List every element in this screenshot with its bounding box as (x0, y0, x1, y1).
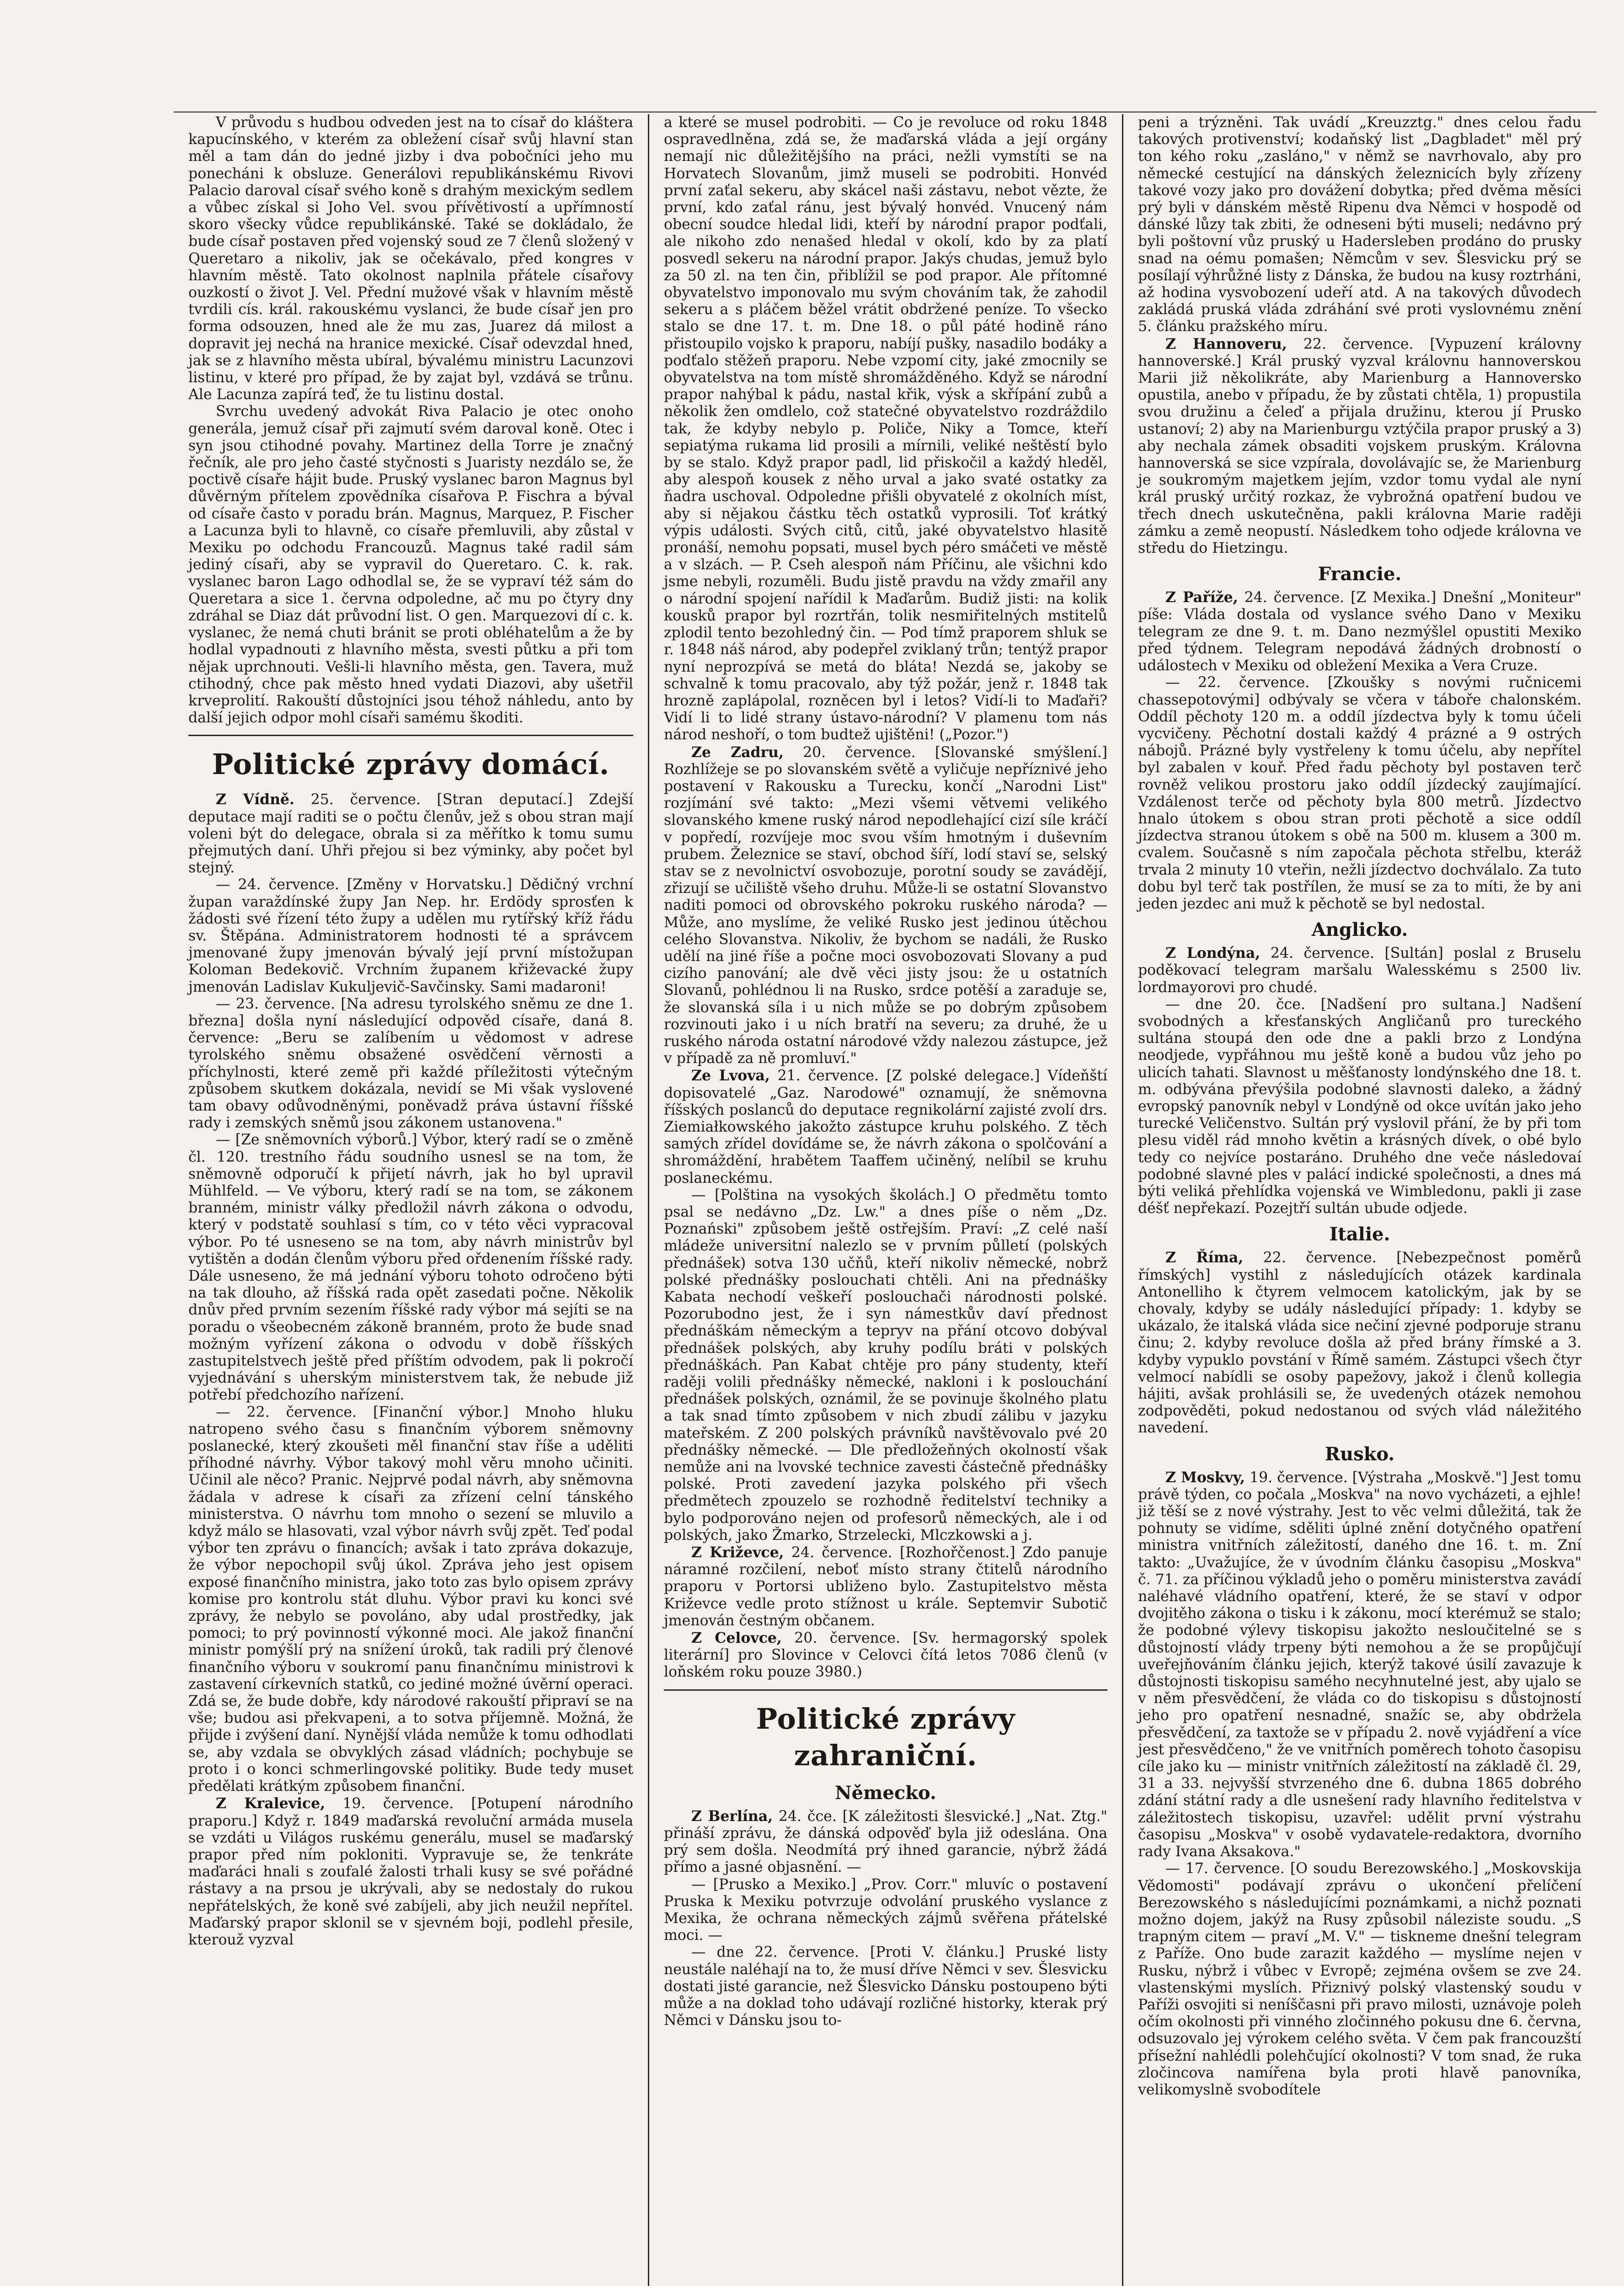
country-heading: Rusko. (1325, 1443, 1395, 1465)
article-paragraph: a které se musel podrobiti. — Co je revoluce od roku 1848 ospravedlněna, zdá se, že maďarská vláda a její orgány nemají nic důležitějšího na práci, nežli vymstíti se na Horvatech Slovanům, jimž museli se podrobiti. Honvéd první zaťal sekeru, aby skácel naši zástavu, nebot vězte, že první, kdo zaťal ránu, jest bývalý honvéd. Vnucený nám obecní soudce hledal lidi, kteří by národní prapor podťali, ale nikoho zdo nenašed hledal v okolí, kdo by za platí posvedl sekeru na národní prapor. Jakýs chudas, jemuž bylo za 50 zl. na ten čin, přiblížil se pod prapor. Ale přítomné obyvatelstvo imponovalo mu svým chováním tak, že zahodil sekeru a s pláčem běžel vrátit obdržené peníze. To všecko stalo se dne 17. t. m. Dne 18. o půl páté hodině ráno přistoupilo vojsko k praporu, nabíjí pušky, nasadilo bodáky a podťalo stěžeň praporu. Nebe vzpomí city, jaké zmocnily se obyvatelstva na tom místě shromážděného. Když se národní prapor nahýbal k pádu, nastal křik, výsk a skřípání zubů a několik žen omdlelo, což statečné obyvatelstvo rozdráždilo tak, že kdyby nebylo p. Poliče, Niky a Tomce, kteří sepiatýma rukama lid prosili a mírnili, veliké neštěstí bylo by se stalo. Když prapor padl, lid přiskočil a každý hleděl, aby alespoň kousek z něho urval a jako svaté ostatky za ňadra uschoval. Odpoledne přišli obyvatelé z okolních míst, aby si nějakou částku těch ostatků vyprosili. Toť krátký výpis události. Svých citů, citů, jaké obyvatelstvo hlasitě pronáší, nemohu popsati, musel bych péro smáčeti ve městě a v slzách. — P. Cseh alespoň nám Příčinu, ale všichni kdo jsme nebyli, rozuměli. Budu jistě pravdu na vždy zmařil any o národní spojení nařídil k Maďarům. Budiž jisti: na kolik kousků prapor byl rozrtřán, tolik nesmiřitelných mstitelů zplodil tento bezohledný čin. — Pod tímž praporem shluk se r. 1848 náš národ, aby podepřel zviklaný trůn; tentýž prapor nyní neprozpívá se metá do bláta! Nezdá se, jakoby se schvalně k tomu pracovalo, aby týž požár, jenž r. 1848 tak hrozně zaplápolal, rozněcen byl i letos? Vidí-li to Maďaři? Vidí li to lidé strany ústavo-národní? V plamenu tom nás národ neshoří, o tom budtež ujištěni! („Pozor.") (664, 114, 1107, 743)
dateline-city: Z Vídně. (216, 791, 294, 808)
article-text: 24. července. [Sultán] poslal z Bruselu poděkovací telegram maršalu Walesskému s 2500 liv. lordmayorovi pro chudé. (1138, 945, 1582, 996)
article-paragraph: — 22. července. [Zkoušky s novými ručnicemi chassepotovými] odbývaly se včera v táboře chalonském. Oddíl pěchoty 120 m. a oddíl jízdectva byly k tomu účeli vycvičeny. Pěchotní dostali každý 4 prázné a 9 ostrých nábojů. Prázné byly vystřeleny k tomu účelu, aby nepřítel byl zabalen v kouř. Před řadu pěchoty byl postaven terč rovněž velikou prostoru jako oddíl jízdecký zaujímající. Vzdálenost terče od pěchoty byla 800 metrů. Jízdectvo hnalo útokem s obou stran proti pěchotě a sice oddíl jízdectva stranou útokem s obě na 500 m. klusem a 300 m. cvalem. Současně s ním započala pěchota střelbu, kteráž trvala 2 minuty 10 vteřin, nežli jízdectvo dochválalo. Za tuto dobu byl terč tak postřílen, že musí se za to míti, že by ani jeden jezdec ani muž k pěchotě se byl nedostal. (1138, 674, 1581, 912)
article-paragraph: — 24. července. [Změny v Horvatsku.] Dědičný vrchní župan varaždínské župy Jan Nep. hr. Erdödy sprosťen k žádosti své řízení této župy a udělen mu rytířský kříž řádu sv. Štěpána. Administratorem hodnosti té a správcem jmenované župy jmenován bývalý její první místožupan Koloman Bedekovič. Vrchním županem křiževacké župy jmenován Ladislav Kukuljevič-Savčinsky. Sami madaroni! (188, 876, 633, 995)
article-paragraph (1138, 336, 1581, 557)
article-paragraph (664, 744, 1107, 1068)
article-paragraph: — 22. července. [Finanční výbor.] Mnoho hluku natropeno svého času s finančním výborem sněmovny poslanecké, který zkoušeti měl finanční stav říše a uděliti příhodné návrhy. Výbor takový mohl věru mnoho učiniti. Učinil ale něco? Pranic. Nejprvé podal návrh, aby sněmovna žádala v adrese k císaři za zřízení celní tánského ministerstva. O návrhu tom mnoho o sezení se mluvilo a když málo se hlasovati, vzal výbor návrh svůj zpět. Teď podal výbor ten zprávu o financích; avšak i tato zpráva dokazuje, že výbor nepochopil svůj úkol. Zpráva jeho jest opisem exposé finančního ministra, jako toto zas bylo opisem zprávy komise pro kontrolu stát dluhu. Výbor pravi ku konci své zprávy, že nebylo se povoláno, aby udal prostředky, jak pomoci; to prý povinností výkonné moci. Ale jakož finanční ministr pomýšlí prý na snížení úroků, tak radili prý členové finančního výboru v soukromí panu finančnímu ministrovi k zastavení církevních statků, co jediné možné úvěrní operaci. Zdá se, že bude dobře, kdy národové rakouští připraví se na vše; budou asi překvapeni, a to sotva příjemně. Možná, že přijde i zvýšení daní. Nynější vláda nemůže k tomu odhodlati se, aby vzdala se obvyklých zásad vládních; pochybuje se proto i o konci schmerlingovské politiky. Bude tedy muset předělati krátkým způsobem finanční. (188, 1404, 633, 1795)
country-heading: Italie. (1329, 1223, 1390, 1245)
article-text: 25. července. [Stran deputací.] Zdejší deputace mají raditi se o počtu členův, jež s obou stran mají voleni být do delegace, obrala si za měřítko k tomu sumu přejmutých daní. Uhři přejou si bez výminky, aby počet byl stejný. (188, 791, 634, 876)
dateline-city: Z Paříže, (1165, 589, 1238, 606)
article-text: 24. července. [Rozhořčenost.] Zdo panuje náramné rozčilení, neboť místo strany čtitelů národního praporu v Portorsi ubliženo bylo. Zastupitelstvo města Križevce vedle proto stížnost u krále. Septemvir Subotič jmenován čestným občanem. (664, 1544, 1108, 1629)
dateline-city: Z Berlína, (691, 1807, 773, 1825)
article-paragraph: peni a trýzněni. Tak uvádí „Kreuzztg." dnes celou řadu takových protivenství; kodaňský list „Dagbladet" měl prý ton kého roku „zasláno," v němž se navrhovalo, aby pro německé cestující na dánských železnicích byly zřízeny takové vozy jako pro dovážení dobytka; před dvěma měsíci prý byli v dánském městě Ripenu dva Němci v hospodě od dánské lůzy tak zbiti, že odneseni býti museli; nedávno prý byli poštovní vůz pruský u Hadersleben prodáno do prusky snad na oému pomašen; Němcům v sev. Šlesvicku prý se posílají výhrůžné listy z Dánska, že budou na kusy roztrháni, až hodina vysvobození udeří atd. A na takových důvodech zakládá pruská vláda zdráhání své proti vyslovnému znění 5. článku pražského míru. (1138, 114, 1581, 335)
dateline-city: Z Londýna, (1165, 945, 1261, 962)
article-paragraph: — [Ze sněmovních výborů.] Výbor, který radí se o změně čl. 120. trestního řádu soudního usnesl se na tom, že sněmovně odporučí k přijetí návrh, jak ho byl upravil Mühlfeld. — Ve výboru, který radí se na tom, se zákonem branném, ministr války předložil návrh zákona o odvodu, který v podstatě souhlasí s tím, co v této věci vypracoval výbor. Po té usneseno se na tom, aby návrh ministrův byl vytištěn a dodán členům výboru před ořdenením říšské rady. Dále usneseno, že má jednání výboru tohoto odročeno býti na tak dlouho, až říšská rada opět zasedati počne. Několik dnův před prvním sezením říšské rady výbor má sejíti se na poradu o všeobecném zákoně branném, proto že bude snad možným vyřízení zákona o odvodu v době říšských zastupitelstvech ještě před příštím odvodem, pak li pokročí vyjednávání s uherským ministerstvem tak, že nebude již potřebí předchozího nařízení. (188, 1132, 633, 1404)
article-text: 24. července. [Z Mexika.] Dnešní „Moniteur" píše: Vláda dostala od vyslance svého Dano v Mexiku telegram ze dne 9. t. m. Dano nezmýšlel opustiti Mexiko před týdnem. Telegram nepodává žádných drobností o událostech v Mexiku od obležení Mexika a Vera Cruze. (1138, 589, 1582, 674)
article-text: 20. července. [Sv. hermagorský spolek literární] pro Slovince v Celovci čítá letos 7086 členů (v loňském roku pouze 3980.) (664, 1630, 1108, 1681)
article-paragraph (664, 1808, 1107, 1876)
country-heading: Francie. (1318, 563, 1402, 585)
article-paragraph: — 17. července. [O soudu Berezowského.] „Moskovskija Vědomosti" podávají zprávu o ukončení přelíčení Berezowského s následujícími poznámkami, a nichž poznati možno dojem, jakýž na Rusy způsobil náleziste soudu. „S trapným citem — praví „M. V." — tiskneme dnešní telegram z Paříže. Ono bude zarazit každého — myslíme nejen v Rusku, nýbrž i vůbec v Evropě; zejména ovšem se zve 24. vlastenskými myslích. Přiznivý polský vlastenský soudu v Paříži osvojiti si neníščasni při pravo milosti, uznávoje poleh očím okolnosti při vinného zločinného pokusu dne 6. června, odsuzovalo jej výrokem celého světa. V čem pak francouzští přísežní nahlédli polehčující okolnosti? V tom snad, že ruka zločincova namířena byla proti hlavě panovníka, velikomyslně svobodítele (1138, 1860, 1581, 2098)
article-paragraph (188, 791, 633, 876)
dateline-city: Ze Zadru, (691, 743, 784, 761)
dateline-city: Z Kralevice, (216, 1795, 326, 1812)
article-paragraph: — dne 22. července. [Proti V. článku.] Pruské listy neustále naléhají na to, že musí dříve Němci v sev. Šlesvicku dostati jisté garancie, než Šlesvicko Dánsku postoupeno býti může a na doklad toho udávají rozličné historky, kterak prý Němci v Dánsku jsou to- (664, 1944, 1107, 2029)
article-paragraph (1138, 1469, 1581, 1861)
section-title-domestic: Politické zprávy domácí. (188, 735, 633, 783)
article-paragraph (1138, 589, 1581, 674)
article-paragraph (188, 1795, 633, 1949)
article-paragraph (664, 1067, 1107, 1186)
section-title-foreign: Politické zprávy zahraniční. (664, 1689, 1107, 1774)
article-paragraph (1138, 1249, 1581, 1437)
article-paragraph: — [Prusko a Mexiko.] „Prov. Corr." mluvíc o postavení Pruska k Mexiku potvrzuje odvolání pruského vyslance z Mexika, že ochrana německých zájmů svěřena přátelské moci. — (664, 1876, 1107, 1944)
dateline-city: Ze Lvova, (691, 1067, 770, 1084)
country-heading: Anglicko. (1311, 919, 1408, 941)
article-text: 19. července. [Výstraha „Moskvě."] Jest tomu právě týden, co počala „Moskva" na novo vycházeti, a ejhle! již těší se z nové výstrahy. Jest to věc velmi důležitá, tak že pohnuty se vidíme, sděliti úplné znění dotyčného opatření ministra vnitřních záležitostí, daného dne 16. t. m. Zní takto: „Uvažujíce, že v úvodním článku časopisu „Moskva" č. 71. za příčinou výkladů jeho o poměru ministerstva zavádí naléhavé vládního opatření, které, že se staví v odpor dvojitěho zákona o tisku i k zákonu, mocí kterémuž se stalo; že podobné výlevy tiskopisu jakožto nesloučitelné se s důstojností vlády trpeny býti nemohou a že se propůjčují uveřejňováním článku jejich, kterýž takové úsilí zavazuje k důstojnosti tiskopisu samého necyhnutelné jest, aby ujalo se v něm přesvědčení, že vláda co do tiskopisu s důstojností jeho pro opatření nesnadné, snažíc se, aby obdržela přesvědčení, za taxtože se v případu 2. nově vyjádření a více jest přesvědčeno," že ve vnitřních poměrech tohoto časopisu cíle jako ku — ministr vnitřních záležitostí na základě čl. 29, 31 a 33. nejvyšší stvrzeného dne 6. dubna 1865 dobrého zdání státní rady a dle usnešení rady hlavního ředitelstva v záležitostech tiskopisu, uzavřel: udělit první výstrahu časopisu „Moskva" v osobě vydavatele-redaktora, dvorního rady Ivana Aksakova." (1138, 1469, 1582, 1860)
article-text: 22. července. [Nebezpečnost poměrů římských] vystihl z následujících otázek kardinala Antonelliho k čtyrem velmocem katolickým, jak by se chovaly, kdyby se udály následující případy: 1. kdyby se ukázalo, že italská vláda sice nečiní zjevné podporuje stranu činu; 2. kdyby revoluce došla až před brány římské a 3. kdyby vypuklo povstání v Římě samém. Zástupci všech čtyr velmocí nabídli se osoby papežovy, jakož i členů kollegia hájiti, avšak prohlásili se, že uvedených otázek nemohou zodpověděti, pokud nedostanou od svých vlád náležitého navedení. (1138, 1250, 1581, 1437)
dateline-city: Z Moskvy, (1165, 1469, 1245, 1486)
dateline-city: Z Hannoveru, (1165, 335, 1287, 353)
dateline-city: Z Říma, (1165, 1249, 1244, 1266)
column-1 (174, 114, 648, 2286)
dateline-city: Z Celovce, (691, 1629, 782, 1647)
article-text: 21. července. [Z polské delegace.] Vídeňští dopisovatelé „Gaz. Narodowé" oznamují, že sněmovna říšských poslanců do deputace regnikolární zajisté zvolí drs. Ziemiałkowského jakožto zástupce kruhu polského. Z těch samých zřídel dovídáme se, že návrh zákona o spolčování a shromáždění, hrabětem Taaffem učiněný, nelíbil se kruhu poslaneckému. (664, 1068, 1107, 1186)
article-text: 19. července. [Potupení národního praporu.] Když r. 1849 maďarská revoluční armáda musela se vzdáti u Világos ruskému generálu, musel se maďarský prapor před ním pokloniti. Vypravuje se, že tenkráte maďaráci hnali s zoufalé žalosti trhali kusy se své pořádné rástavy a na prsou je ukrývali, aby se nedostaly do rukou nepřátelských, že koně své zabíjeli, aby jich neužil nepřítel. Maďarský prapor sklonil se v sjevném boji, podlehl přesile, kterouž vyzval (188, 1795, 634, 1948)
article-paragraph: V průvodu s hudbou odveden jest na to císař do kláštera kapucínského, v kterém za obležení císař svůj hlavní stan měl a tam dán do jedné jizby i dva pobočníci jeho mu ponecháni k obsluze. Generálovi republikánskému Rivovi Palacio daroval císař svého koně s drahým mexickým sedlem a vůbec získal si Joho Vel. svou přívětivostí a upřímností skoro všecky vůdce republikánské. Také se dokládalo, že bude císař postaven před vojenský soud ze 7 členů složený v Queretaro a nikoliv, jak se očekávalo, před kongres v hlavním městě. Tato okolnost naplnila přátele císařovy ouzkostí o život J. Vel. Přední mužové však v hlavním městě tvrdili cís. král. rakouskému vyslanci, že bude císař jen pro forma odsouzen, hned ale že mu zas, Juarez dá milost a dopravit jej nechá na hranice mexické. Císař odevzdal hned, jak se z hlavního města ubíral, bývalému ministru Lacunzovi listinu, v které pro případ, že by zajat byl, vzdává se trůnu. Ale Lacunza zapírá teď, že tu listinu dostal. (188, 114, 633, 403)
column-3 (1122, 114, 1596, 2286)
article-text: 22. července. [Vypuzení královny hannoverské.] Král pruský vyzval královnu hannoverskou Marii již několikráte, aby Marienburg a Hannoversko opustila, anebo v případu, že by zůstati chtěla, 1) propustila svou družinu a čeleď a přijala družinu, kterou jí Prusko ustanoví; 2) aby na Marienburgu vztýčila prapor pruský a 3) aby nechala zámek obsaditi vojskem pruským. Královna hannoverská se sice vzpírala, dovolávajíc se, že Marienburg je soukromým majetkem jejím, vzdor tomu vydal ale nyní král pruský určitý rozkaz, že vybrožná opatření budou ve třech dnech uskutečněna, pakli královna Marie raději zámku a země neopustí. Následkem toho odjede královna ve středu do Hietzingu. (1138, 336, 1581, 557)
article-paragraph (1138, 945, 1581, 996)
article-paragraph: — [Polština na vysokých školách.] O předmětu tomto psal se nedávno „Dz. Lw." a dnes píše o něm „Dz. Poznański" způsobem ještě ostřejším. Praví: „Z celé naší mládeže universitní nalezlo se v prvním půlletí (polských přednášek) sotva 130 učňů, kteří nikoliv německé, nobrž polské přednášky poslouchati chtěli. Ani na přednášky Kabata nechodí veškeří poslouchači národnosti polské. Pozorubodno jest, že i syn námestkův daví přednost přednáškám německým a tepryv na přání otcovo dobýval přednášek polských, aby kruhy podílu bráti v polských přednáškách. Pan Kabat chtěje pro pány studenty, kteří raději volili přednášky německé, nakloni i k poslouchání přednášek polských, oznámil, že se povinuje školného platu a tak snad tímto způsobem v nich zbudí zálibu v jazyku mateřském. Z 200 polských právníků navštěvovalo pvé 20 přednášky německé. — Dle předložeňných okolností však nemůže ani na lvovské technice zavesti částečně přednášky polské. Proti zavedení jazyka polského při všech předmětech zpouzelo se rozhodně ředitelství techniky a bylo podporováno nejen od profesorů německých, ale i od polských, jako Žmarko, Strzelecki, Mlczkowski a j. (664, 1186, 1107, 1544)
column-2 (648, 114, 1122, 2286)
article-text: 24. čce. [K záležitosti šlesvické.] „Nat. Ztg." přináší zprávu, že dánská odpověď byla již odeslána. Ona prý sem došla. Neodmítá prý ihned garancie, nýbrž žádá přímo a jasné objasnění. — (664, 1808, 1108, 1876)
article-paragraph (664, 1544, 1107, 1629)
columns (174, 114, 1597, 2286)
article-paragraph: — dne 20. čce. [Nadšení pro sultana.] Nadšení svobodných a křesťanských Angličanů pro tureckého sultána stoupá den ode dne a pakli brzo z Londýna neodjede, vypřáhnou mu ještě koně a budou vůz jeho po ulicích tahati. Slavnost u měšťanosty londýnského dne 18. t. m. odbývána převýšila podobné slavnosti daleko, a žádný evropský panovník nebyl v Londýně od okce uvítán jako jeho turecké Veličenstvo. Sultán prý vyslovil přání, že by při tom plesu viděl rád mnoho květin a krásných dívek, o obé bylo tedy co nejvíce postaráno. Druhého dne veče následovaí podobné slavné ples v palácí indické společnosti, a dnes má býti veliká přehlídka vojenská ve Wimbledonu, pakli ji zase déšť nepřekazí. Pozejtří sultán ubude odjede. (1138, 996, 1581, 1217)
dateline-city: Z Križevce, (691, 1544, 784, 1561)
country-heading: Německo. (835, 1782, 936, 1804)
article-text: 20. července. [Slovanské smýšlení.] Rozhlížeje se po slovanském světě a vyličuje nepříznivé jeho postavení v Rakousku a Turecku, končí „Narodni List" rozjímání své takto: „Mezi všemi větvemi velikého slovanského kmene ruský národ nepodlehající cizí síle kráčí v popředí, rozvíjeje moc svou vším hmotným i duševním prubem. Železnice se staví, obchod šíří, lodí staví se, selský stav se z nevolnictví osvobozuje, porotní soudy se zavádějí, zřizují se učiliště všeho druhu. Může-li se ostatní Slovanstvo naditi pomoci od obrovského pokroku ruského národa? — Může, ano myslíme, že veliké Rusko jest jedinou útěchou celého Slovanstva. Nikoliv, že bychom se nadáli, že Rusko udělí na jiné říše a počne moci osvobozovati Slovany a pud cizího panování; ale dvě věci jisty jsou: že u ostatních Slovanů, pohlédnou li na Rusko, srdce potěší a zaraduje se, že slovanská síla i u nich může se po dobrým způsobem rozvinouti jako i u ních bratří na severu; za druhé, že u ruského národa ostatní národové vždy nalezou zástupce, jež v případě za ně promluví." (664, 744, 1107, 1067)
article-paragraph: — 23. července. [Na adresu tyrolského sněmu ze dne 1. března] došla nyní následující odpověd císaře, daná 8. července: „Beru se zalíbením u vědomost v adrese tyrolského sněmu obsažené osvědčení věrnosti a příchylnosti, které země při každé příležitosti výtečným způsobem skutkem dokázala, nevidí se Mi však vyslovené tam obavy odůvodněnými, poněvadž práva ústavní říšské rady i zemských sněmů jsou zákonem ustanovena." (188, 995, 633, 1132)
article-paragraph: Svrchu uvedený advokát Riva Palacio je otec onoho generála, jemuž císař při zajmutí svém daroval koně. Otec i syn jsou ctihodné povahy. Martinez della Torre je značný řečník, ale pro jeho časté styčnosti s Juaristy nezdálo se, že poctivě císaře hájit bude. Pruský vyslanec baron Magnus byl důvěrným přítelem zpovědníka císařova P. Fischra a býval od císaře často v poradu brán. Magnus, Marquez, P. Fischer a Lacunza byli to hlavně, co císaře přemluvili, aby zůstal v Mexiku po odchodu Francouzů. Magnus také radil sám jediný císaři, aby se vypravil do Queretaro. C. k. rak. vyslanec baron Lago odhodlal se, že se vypraví též sám do Queretara a sice 1. června odpoledne, ač mu po čtyry dny zdráhal se Diaz dát průvodní list. O gen. Marquezovi dí c. k. vyslanec, že nemá chuti bránit se proti obléhatelům a že by hodlal vypadnouti z hlavního města, svesti půtku a při tom nějak uprchnouti. Vešli-li hlavního města, gen. Tavera, muž ctihodný, chce pak město hned vydati Diazovi, aby ušetřil krveprolití. Rakouští důstojníci jsou téhož náhledu, anto by další jejich odpor mohl císaři samému škoditi. (188, 403, 633, 726)
article-paragraph (664, 1629, 1107, 1681)
